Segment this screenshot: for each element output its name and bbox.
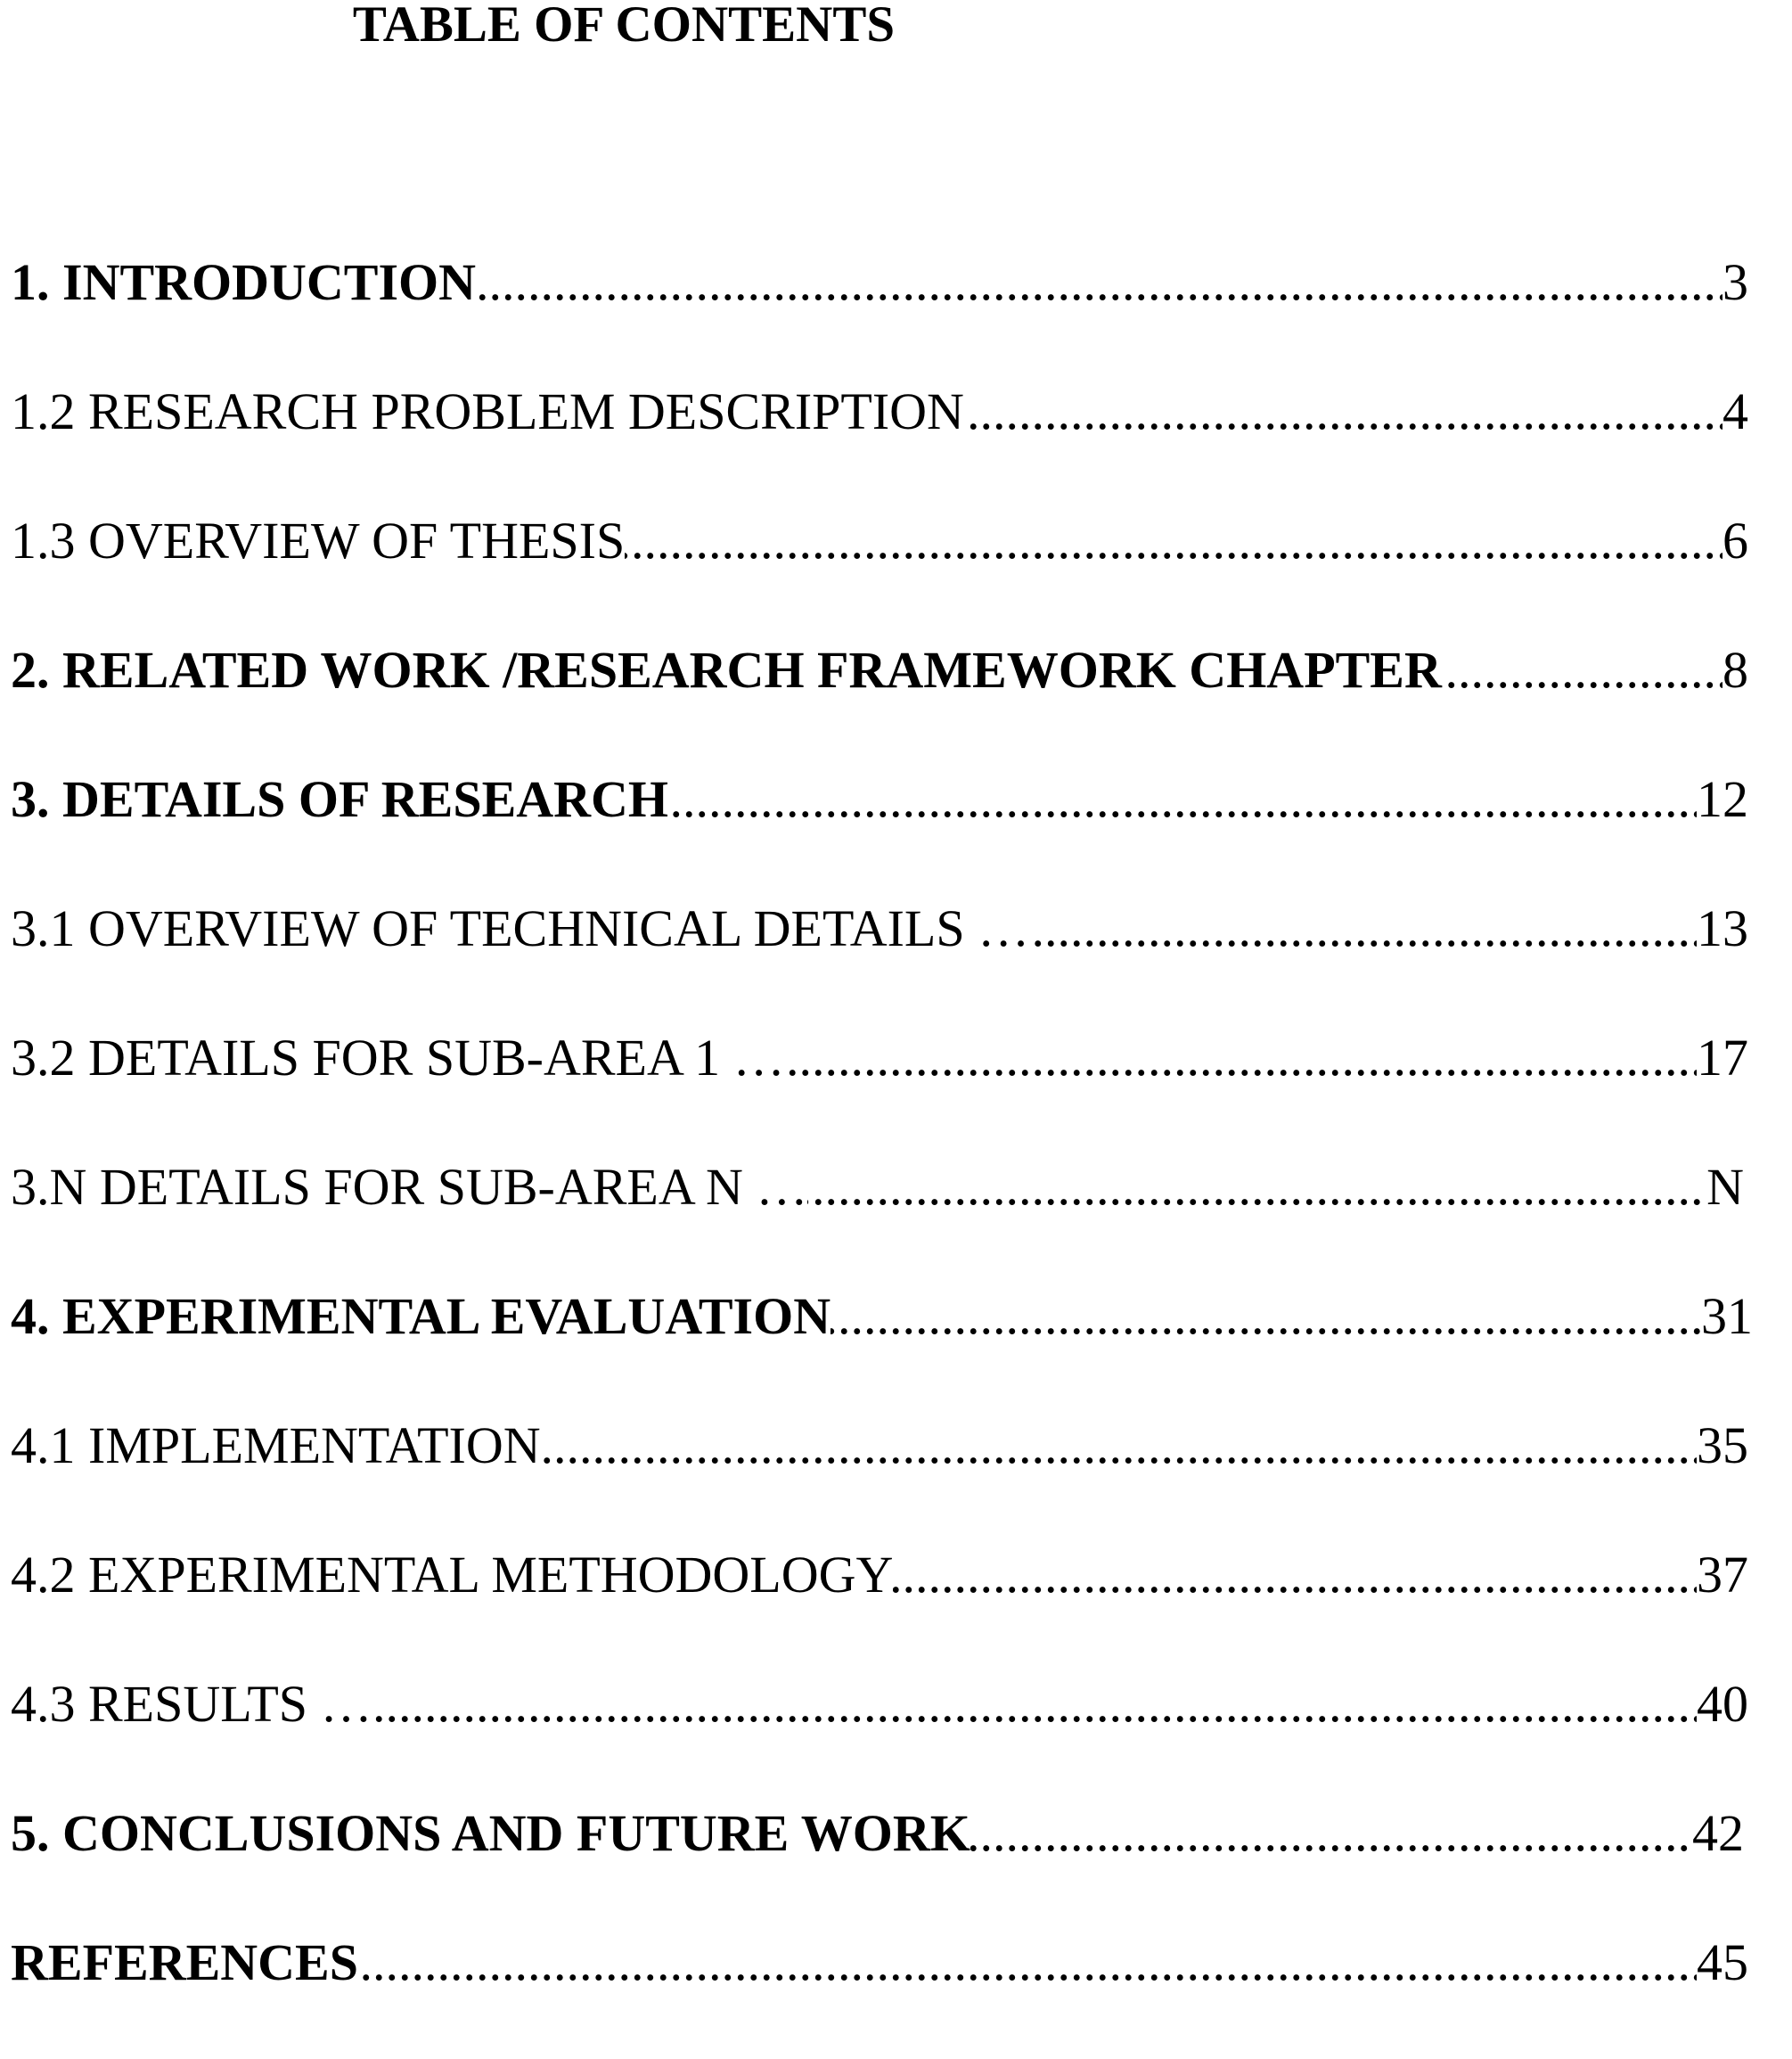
toc-entry[interactable] xyxy=(11,250,1748,379)
toc-entry-title: 1.2 RESEARCH PROBLEM DESCRIPTION xyxy=(11,382,964,440)
toc-entry[interactable] xyxy=(11,767,1748,896)
toc-page-number: 12 xyxy=(1697,767,1748,833)
toc-page-number: 3 xyxy=(1722,250,1748,316)
toc-page-number: 31 xyxy=(1701,1284,1753,1349)
toc-page-number: 13 xyxy=(1697,896,1748,962)
toc-page-number: 35 xyxy=(1697,1413,1748,1479)
toc-entry[interactable] xyxy=(11,637,1748,767)
toc-page-number: 4 xyxy=(1722,379,1748,445)
toc-page-number: 17 xyxy=(1697,1025,1748,1091)
toc-page-number: N xyxy=(1706,1154,1744,1220)
toc-page-number: 40 xyxy=(1697,1671,1748,1737)
toc-entry-title: 3.N DETAILS FOR SUB-AREA N … xyxy=(11,1158,808,1216)
toc-entry-title: 1. INTRODUCTION xyxy=(11,253,477,311)
toc-entry[interactable] xyxy=(11,379,1748,508)
page-title: TABLE OF CONTENTS xyxy=(352,0,896,53)
toc-page-number: 8 xyxy=(1722,637,1748,703)
toc-entry[interactable] xyxy=(11,1801,1744,1930)
toc-entry-title: 3.1 OVERVIEW OF TECHNICAL DETAILS … xyxy=(11,899,1030,957)
toc-entry-title: 1.3 OVERVIEW OF THESIS xyxy=(11,512,626,570)
toc-entry-title: 3.2 DETAILS FOR SUB-AREA 1 … xyxy=(11,1029,785,1087)
toc-entry[interactable] xyxy=(11,1025,1748,1154)
toc-page-number: 42 xyxy=(1692,1801,1744,1866)
toc-entry-title: 3. DETAILS OF RESEARCH xyxy=(11,770,669,828)
toc-entry[interactable] xyxy=(11,1154,1744,1284)
toc-entry[interactable] xyxy=(11,1671,1748,1801)
toc-entry-title: 4. EXPERIMENTAL EVALUATION xyxy=(11,1287,831,1345)
toc-page-number: 6 xyxy=(1722,508,1748,574)
toc-entry[interactable] xyxy=(11,508,1748,637)
toc-entry-title: 4.2 EXPERIMENTAL METHODOLOGY xyxy=(11,1546,894,1604)
toc-entry[interactable] xyxy=(11,1413,1748,1542)
toc-page-number: 45 xyxy=(1697,1930,1748,1996)
toc-entry[interactable] xyxy=(11,1284,1753,1413)
toc-page-number: 37 xyxy=(1697,1542,1748,1608)
toc-entry-title: 4.1 IMPLEMENTATION xyxy=(11,1416,541,1474)
toc-entry[interactable] xyxy=(11,896,1748,1025)
toc-entry[interactable] xyxy=(11,1542,1748,1671)
toc-entry-title: 2. RELATED WORK /RESEARCH FRAMEWORK CHAPTER xyxy=(11,641,1442,699)
toc-entry[interactable] xyxy=(11,1930,1748,2059)
toc-entry-title: 4.3 RESULTS … xyxy=(11,1675,372,1733)
toc-entry-title: REFERENCES xyxy=(11,1933,358,1991)
toc-entry-title: 5. CONCLUSIONS AND FUTURE WORK xyxy=(11,1804,970,1862)
toc-list xyxy=(11,250,1753,2059)
